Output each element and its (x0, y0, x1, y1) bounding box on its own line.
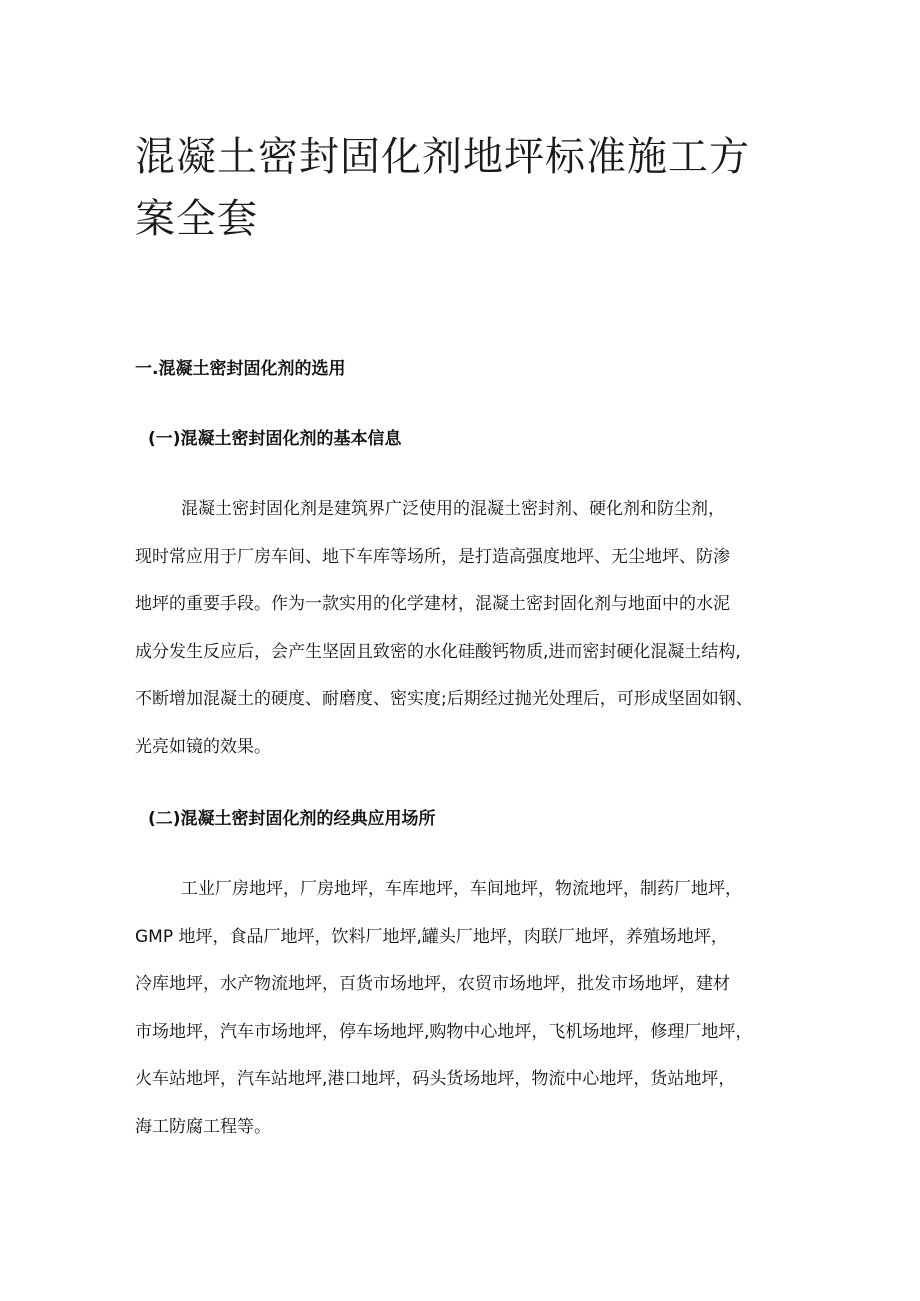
subsection-heading-basic-info: (一)混凝土密封固化剂的基本信息 (148, 429, 402, 449)
paragraph-line: 火车站地坪，汽车站地坪,港口地坪，码头货场地坪，物流中心地坪，货站地坪， (135, 1069, 736, 1089)
paragraph-line: 海工防腐工程等。 (135, 1116, 271, 1137)
paragraph-applications (135, 866, 795, 1151)
subsection-heading-applications: (二)混凝土密封固化剂的经典应用场所 (148, 809, 436, 829)
paragraph-line: 现时常应用于厂房车间、地下车库等场所，是打造高强度地坪、无尘地坪、防渗 (135, 546, 730, 567)
paragraph-line: 成分发生反应后，会产生坚固且致密的水化硅酸钙物质,进而密封硬化混凝土结构, (135, 641, 741, 662)
title-line: 混凝土密封固化剂地坪标准施工方 (135, 134, 750, 180)
document-title (135, 126, 775, 250)
paragraph-line: 不断增加混凝土的硬度、耐磨度、密实度;后期经过抛光处理后，可形成坚固如钢、 (135, 689, 753, 709)
paragraph-line: 市场地坪，汽车市场地坪，停车场地坪,购物中心地坪，飞机场地坪，修理厂地坪， (135, 1021, 753, 1042)
paragraph-line: 冷库地坪，水产物流地坪，百货市场地坪，农贸市场地坪，批发市场地坪，建材 (135, 974, 730, 994)
paragraph-line: 混凝土密封固化剂是建筑界广泛使用的混凝土密封剂、硬化剂和防尘剂， (181, 499, 725, 519)
paragraph-line: 光亮如镜的效果。 (135, 736, 271, 757)
title-line: 案全套 (135, 196, 258, 242)
paragraph-line: 地坪的重要手段。作为一款实用的化学建材，混凝土密封固化剂与地面中的水泥 (135, 594, 730, 614)
paragraph-basic-info (135, 486, 795, 771)
paragraph-line: GMP 地坪，食品厂地坪，饮料厂地坪,罐头厂地坪，肉联厂地坪，养殖场地坪， (135, 926, 728, 947)
section-heading: 一.混凝土密封固化剂的选用 (135, 359, 346, 379)
paragraph-line: 工业厂房地坪，厂房地坪，车库地坪，车间地坪，物流地坪，制药厂地坪， (181, 879, 742, 899)
